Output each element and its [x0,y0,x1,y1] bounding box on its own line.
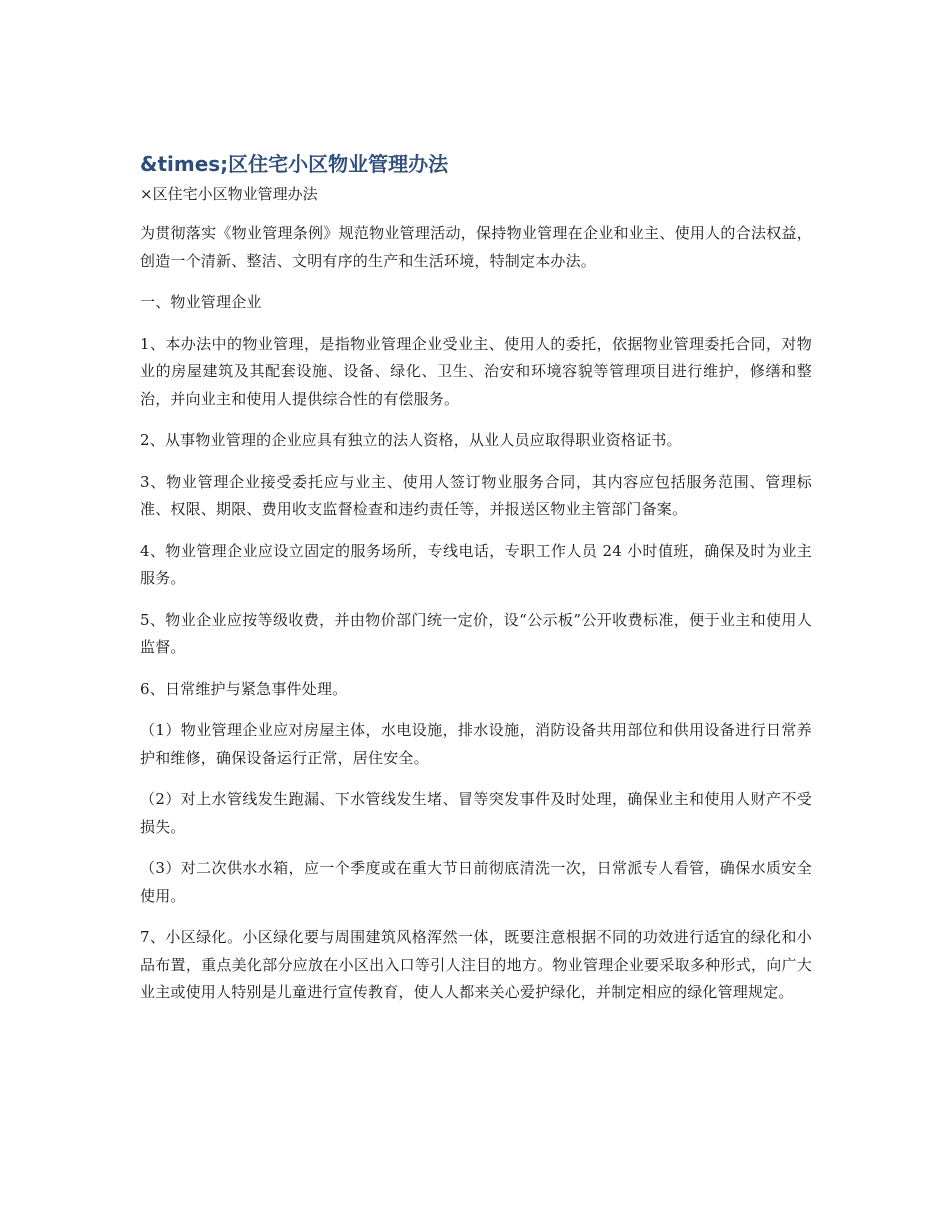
article-2: 2、从事物业管理的企业应具有独立的法人资格，从业人员应取得职业资格证书。 [140,431,682,449]
section-heading: 一、物业管理企业 [140,293,262,311]
intro-paragraph: 为贯彻落实《物业管理条例》规范物业管理活动，保持物业管理在企业和业主、使用人的合法权益，创造一个清新、整洁、文明有序的生产和生活环境，特制定本办法。 [140,224,812,270]
article-3: 3、物业管理企业接受委托应与业主、使用人签订物业服务合同，其内容应包括服务范围、管理标准、权限、期限、费用收支监督检查和违约责任等，并报送区物业主管部门备案。 [140,472,812,518]
article-6: 6、日常维护与紧急事件处理。 [140,679,348,698]
article-6-item-1: （1）物业管理企业应对房屋主体，水电设施，排水设施，消防设备共用部位和供用设备进行日常养护和维修，确保设备运行正常，居住安全。 [140,721,812,767]
article-6-item-3: （3）对二次供水水箱，应一个季度或在重大节日前彻底清洗一次，日常派专人看管，确保水质安全使用。 [140,859,812,905]
article-5: 5、物业企业应按等级收费，并由物价部门统一定价，设“公示板”公开收费标准，便于业主和使用人监督。 [140,610,812,656]
article-1: 1、本办法中的物业管理，是指物业管理企业受业主、使用人的委托，依据物业管理委托合同，对物业的房屋建筑及其配套设施、设备、绿化、卫生、治安和环境容貌等管理项目进行维护，修缮和整治，并向业主和使用人提供综合性的有偿服务。 [140,334,812,408]
article-4: 4、物业管理企业应设立固定的服务场所，专线电话，专职工作人员 24 小时值班，确保及时为业主服务。 [140,541,812,587]
document-page [140,148,812,1021]
article-6-item-2: （2）对上水管线发生跑漏、下水管线发生堵、冒等突发事件及时处理，确保业主和使用人财产不受损失。 [140,790,812,836]
document-title: &times;区住宅小区物业管理办法 [140,152,449,176]
document-subtitle: ×区住宅小区物业管理办法 [140,185,318,203]
article-7: 7、小区绿化。小区绿化要与周围建筑风格浑然一体，既要注意根据不同的功效进行适宜的绿化和小品布置，重点美化部分应放在小区出入口等引人注目的地方。物业管理企业要采取多种形式，向广大业主或使用人特别是儿童进行宣传教育，使人人都来关心爱护绿化，并制定相应的绿化管理规定。 [140,928,812,1001]
